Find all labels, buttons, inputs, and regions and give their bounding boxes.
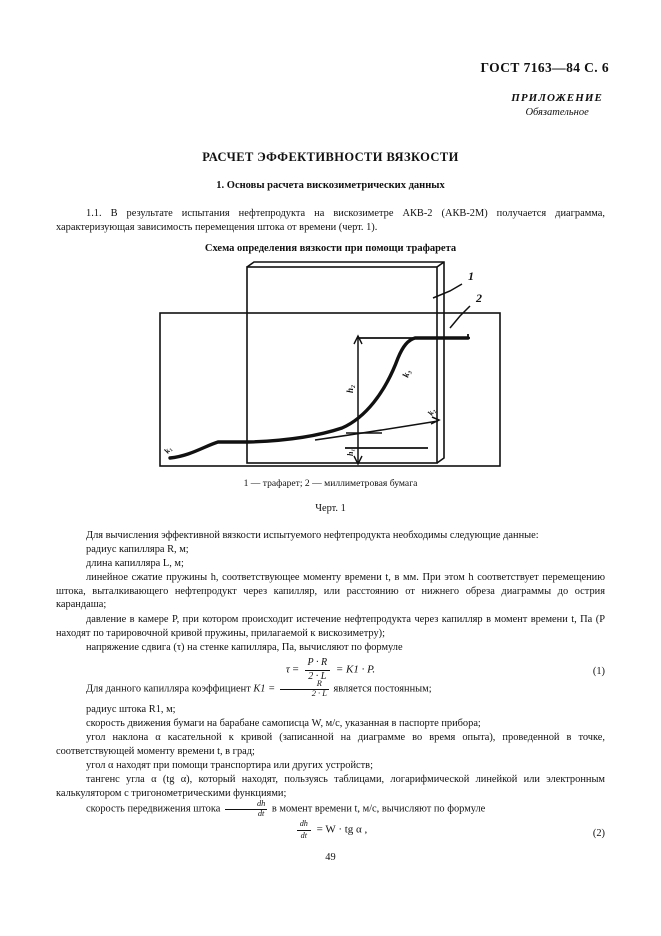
- formula-2-numerator: dh: [297, 820, 311, 831]
- annex-block: [511, 91, 603, 120]
- template-depth-edges: [247, 262, 444, 463]
- item-angle-measurement: угол α находят при помощи транспортира или других устройств;: [86, 760, 373, 771]
- figure-diagram: [150, 258, 510, 473]
- paragraph-intro: Для вычисления эффективной вязкости испытуемого нефтепродукта необходимы следующие данные:: [86, 530, 539, 541]
- rod-speed-prefix: скорость передвижения штока: [86, 803, 221, 815]
- label-k2: k₂: [425, 406, 438, 417]
- formula-2-number: (2): [592, 828, 605, 839]
- item-tangent-value: тангенс угла α (tg α), который находят, пользуясь таблицами, логарифмической линейкой или электронным калькулятором с тригонометрическими функциями;: [56, 774, 605, 799]
- k1-fraction: [280, 680, 329, 699]
- callout-2-leader: [450, 306, 470, 328]
- formula-1-tau: τ: [285, 663, 290, 676]
- formula-1-numerator: P · R: [305, 658, 331, 671]
- dhdt-fraction: [225, 800, 267, 819]
- template-front-face: [247, 267, 437, 463]
- item-capillary-radius: радиус капилляра R, м;: [86, 544, 189, 555]
- formula-2-fraction: [297, 820, 311, 840]
- k1-prefix-text: Для данного капилляра коэффициент: [86, 683, 251, 695]
- paragraph-rod-speed: [56, 800, 605, 819]
- item-capillary-length: длина капилляра L, м;: [86, 558, 184, 569]
- dhdt-numerator: dh: [225, 800, 267, 810]
- formula-1-equals: =: [292, 663, 299, 676]
- label-h2: h₂: [345, 384, 355, 393]
- paragraph-k1-constant: [56, 680, 605, 699]
- k1-suffix-text: является постоянным;: [333, 683, 432, 695]
- paragraph-1-1: 1.1. В результате испытания нефтепродукта на вискозиметре АКВ-2 (АКВ-2М) получается диаграмма, характеризующая зависимость перемещения штока от времени (черт. 1).: [56, 208, 605, 233]
- annex-subtitle: Обязательное: [525, 106, 589, 118]
- k1-numerator: R: [280, 680, 329, 690]
- item-paper-speed: скорость движения бумаги на барабане самописца W, м/с, указанная в паспорте прибора;: [86, 718, 481, 729]
- item-rod-radius: радиус штока R1, м;: [86, 704, 176, 715]
- page-title: РАСЧЕТ ЭФФЕКТИВНОСТИ ВЯЗКОСТИ: [202, 150, 459, 164]
- formula-1: [56, 658, 605, 682]
- item-chamber-pressure: давление в камере P, при котором происходит истечение нефтепродукта через капилляр в момент времени t, Па (P находят по тарировочной кривой пружины, прилагаемой к вискозиметру);: [56, 614, 605, 639]
- k1-symbol: K1 =: [253, 683, 276, 695]
- formula-2-row: [56, 820, 605, 854]
- annex-title: ПРИЛОЖЕНИЕ: [511, 92, 603, 104]
- callout-label-2: 2: [476, 291, 482, 305]
- item-tangent-angle: угол наклона α касательной к кривой (записанной на диаграмме во время опыта), проведенной в точке, соответствующей моменту времени t, в град;: [56, 732, 605, 757]
- item-spring-compression: линейное сжатие пружины h, соответствующее моменту времени t, в мм. При этом h соответствует перемещению штока, выталкивающего нефтепродукт через капилляр, или расстоянию от нижнего обреза диаграммы до острия карандаша;: [56, 572, 605, 611]
- formula-2-rhs: = W · tg α ,: [316, 823, 368, 836]
- viscosity-schema-svg: [150, 258, 510, 473]
- standard-header: ГОСТ 7163—84 С. 6: [480, 60, 609, 75]
- label-k1: k₁: [162, 444, 174, 456]
- formula-1-denominator: 2 · L: [308, 670, 327, 682]
- formula-1-number: (1): [592, 666, 605, 677]
- section-title: 1. Основы расчета вискозиметрических данных: [216, 180, 445, 191]
- label-k3: k₃: [400, 368, 413, 379]
- dhdt-denominator: dt: [257, 809, 265, 819]
- figure-number: Черт. 1: [315, 503, 346, 514]
- label-h1: h₁: [346, 448, 355, 456]
- item-shear-stress: напряжение сдвига (τ) на стенке капилляра, Па, вычисляют по формуле: [86, 642, 403, 653]
- k1-denominator: 2 · L: [311, 689, 327, 699]
- figure-title: Схема определения вязкости при помощи трафарета: [204, 243, 457, 254]
- figure-caption: 1 — трафарет; 2 — миллиметровая бумага: [243, 478, 418, 489]
- formula-1-rhs: = K1 · P.: [335, 663, 376, 676]
- formula-2-denominator: dt: [300, 830, 307, 840]
- callout-label-1: 1: [468, 269, 474, 283]
- formula-2: [56, 820, 605, 840]
- rod-speed-suffix: в момент времени t, м/с, вычисляют по формуле: [271, 803, 486, 815]
- page-number: 49: [325, 852, 336, 863]
